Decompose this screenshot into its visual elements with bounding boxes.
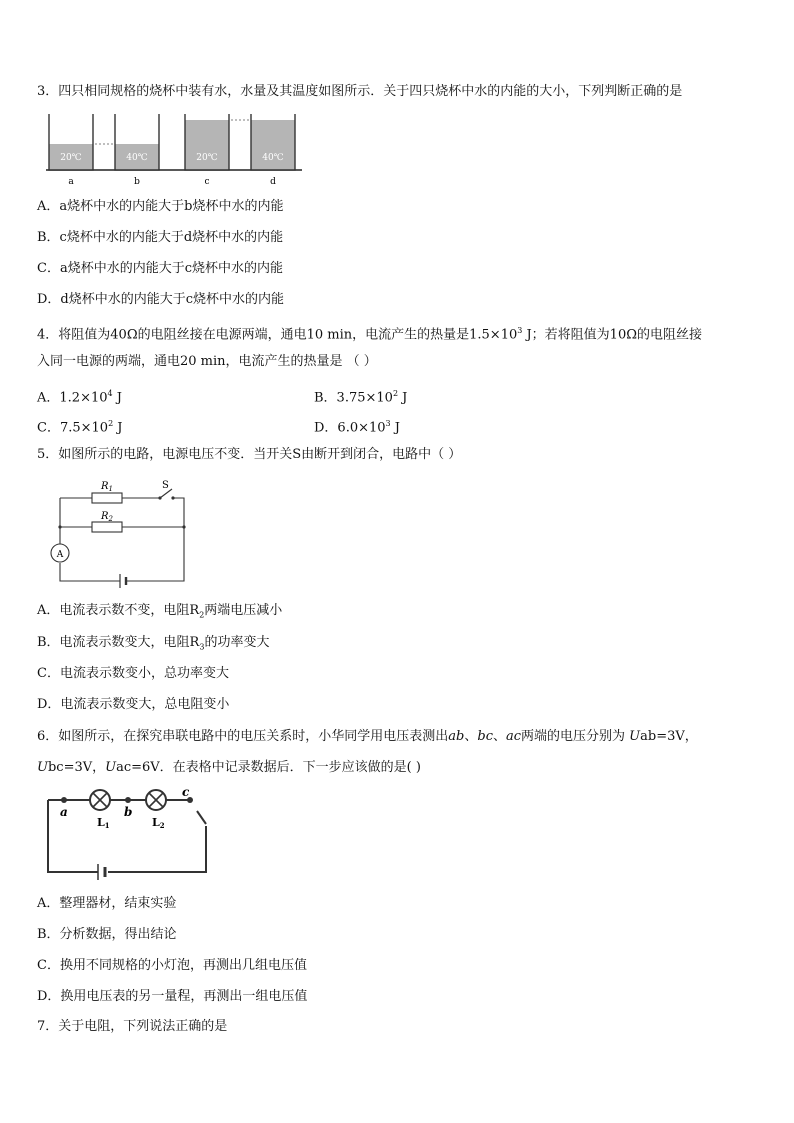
beaker-d (251, 114, 295, 187)
q3-stem: 3．四只相同规格的烧杯中装有水，水量及其温度如图所示．关于四只烧杯中水的内能的大小，下列判断正确的是 (37, 84, 683, 99)
q6-circuit-figure (42, 786, 214, 880)
q6-stem-line1: 6．如图所示，在探究串联电路中的电压关系时，小华同学用电压表测出ab、bc、ac两端的电压分别为 Uab=3V， (37, 729, 698, 744)
beaker-b-temp: 40℃ (126, 153, 148, 163)
q4-option-c: C．$7.5\times 10^2$ J (37, 419, 123, 436)
beaker-a (49, 114, 93, 187)
beaker-a-temp: 20℃ (60, 153, 82, 163)
q3-option-a: A．a烧杯中水的内能大于b烧杯中水的内能 (37, 199, 284, 214)
q4-stem-line1: 4．将阻值为40Ω的电阻丝接在电源两端，通电10 min，电流产生的热量是$1.5\times 10^3$ J；若将阻值为10Ω的电阻丝接 (37, 326, 702, 343)
beaker-b (115, 114, 159, 187)
q4-stem-line2: 入同一电源的两端，通电20 min，电流产生的热量是 （ ） (37, 354, 377, 369)
beaker-d-temp: 40℃ (262, 153, 284, 163)
r1-label: $R_1$ (101, 481, 113, 493)
q7-stem: 7．关于电阻，下列说法正确的是 (37, 1019, 228, 1034)
q3-option-c: C．a烧杯中水的内能大于c烧杯中水的内能 (37, 261, 283, 276)
q6-option-b: B．分析数据，得出结论 (37, 927, 177, 942)
r2-label: $R_2$ (101, 511, 113, 523)
l2-label: L2 (152, 816, 165, 830)
beaker-c (185, 114, 229, 187)
q4-option-d: D．$6.0\times 10^3$ J (314, 419, 400, 436)
beaker-c-label: c (204, 177, 210, 187)
point-b-label: b (124, 805, 133, 819)
beaker-d-label: d (270, 177, 276, 187)
ammeter-label: A (56, 550, 64, 560)
q6-option-d: D．换用电压表的另一量程，再测出一组电压值 (37, 989, 308, 1004)
resistor-r2 (92, 522, 122, 532)
beaker-a-label: a (68, 177, 74, 187)
q5-stem: 5．如图所示的电路，电源电压不变．当开关S由断开到闭合，电路中（ ） (37, 447, 462, 462)
q5-option-c: C．电流表示数变小，总功率变大 (37, 666, 229, 681)
q6-option-c: C．换用不同规格的小灯泡，再测出几组电压值 (37, 958, 307, 973)
q3-option-d: D．d烧杯中水的内能大于c烧杯中水的内能 (37, 292, 285, 307)
point-c-label: c (182, 786, 190, 799)
q5-circuit-figure (44, 477, 194, 589)
q5-option-b: B．电流表示数变大，电阻$R_3$的功率变大 (37, 635, 270, 652)
lamp-l1 (90, 790, 110, 810)
beakers-figure (40, 108, 310, 190)
switch-label: S (162, 480, 169, 491)
q5-option-d: D．电流表示数变大，总电阻变小 (37, 697, 230, 712)
q4-option-a: A．$1.2\times 10^4$ J (37, 389, 122, 406)
beaker-b-label: b (134, 177, 140, 187)
l1-label: L1 (97, 816, 110, 830)
q6-switch (197, 811, 206, 824)
q5-option-a: A．电流表示数不变，电阻$R_2$两端电压减小 (37, 603, 283, 620)
q6-option-a: A．整理器材，结束实验 (37, 896, 177, 911)
q3-option-b: B．c烧杯中水的内能大于d烧杯中水的内能 (37, 230, 284, 245)
q6-stem-line2: Ubc=3V，Uac=6V．在表格中记录数据后．下一步应该做的是( ) (37, 760, 421, 775)
lamp-l2 (146, 790, 166, 810)
beaker-c-temp: 20℃ (196, 153, 218, 163)
point-a-label: a (60, 805, 68, 819)
resistor-r1 (92, 493, 122, 503)
q4-option-b: B．$3.75\times 10^2$ J (314, 389, 408, 406)
